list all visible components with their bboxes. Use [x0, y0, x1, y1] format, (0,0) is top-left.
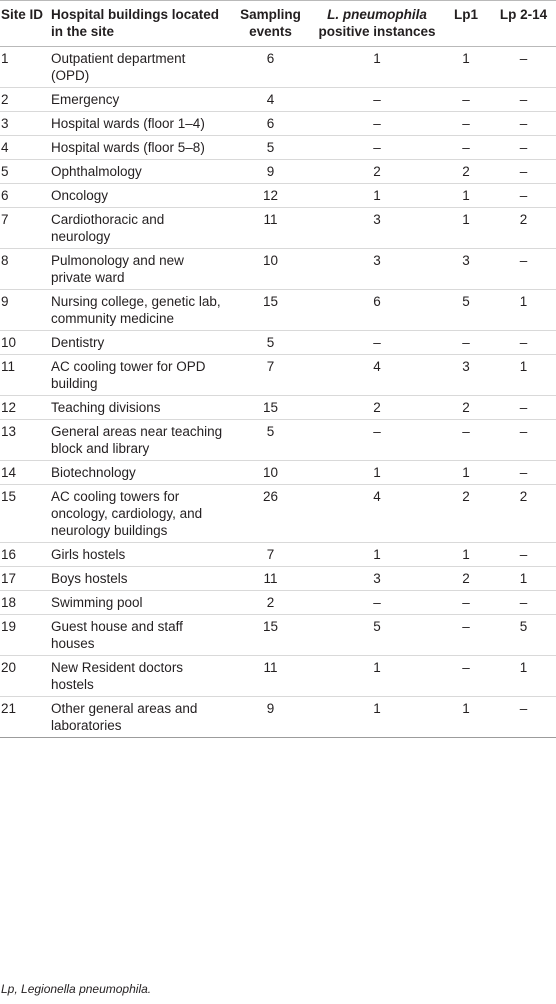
cell-building: Oncology	[48, 184, 228, 208]
table-row	[0, 249, 556, 290]
cell-site-id: 18	[0, 591, 48, 615]
cell-lp2-14: 2	[491, 208, 556, 249]
cell-sampling-events: 11	[228, 208, 313, 249]
cell-building: General areas near teaching block and library	[48, 420, 228, 461]
cell-lp2-14: –	[491, 184, 556, 208]
cell-lp1: –	[441, 420, 491, 461]
cell-lp1: 2	[441, 160, 491, 184]
table-row	[0, 331, 556, 355]
cell-building: AC cooling towers for oncology, cardiology, and neurology buildings	[48, 485, 228, 543]
cell-site-id: 16	[0, 543, 48, 567]
cell-sampling-events: 7	[228, 543, 313, 567]
cell-lp1: 1	[441, 697, 491, 738]
cell-lp1: –	[441, 112, 491, 136]
cell-building: Girls hostels	[48, 543, 228, 567]
footnote-text: Lp, Legionella pneumophila.	[1, 982, 152, 996]
cell-lp1: 2	[441, 567, 491, 591]
cell-lp1: 1	[441, 461, 491, 485]
cell-site-id: 2	[0, 88, 48, 112]
cell-sampling-events: 6	[228, 47, 313, 88]
cell-lp1: 1	[441, 47, 491, 88]
header-sampling-events: Sampling events	[228, 1, 313, 47]
cell-positive-instances: 1	[313, 697, 441, 738]
cell-building: Teaching divisions	[48, 396, 228, 420]
cell-lp2-14: –	[491, 461, 556, 485]
cell-lp2-14: –	[491, 591, 556, 615]
cell-site-id: 14	[0, 461, 48, 485]
header-positive-species: L. pneumophila	[327, 7, 427, 22]
cell-positive-instances: 3	[313, 567, 441, 591]
cell-sampling-events: 11	[228, 656, 313, 697]
cell-sampling-events: 11	[228, 567, 313, 591]
cell-building: AC cooling tower for OPD building	[48, 355, 228, 396]
cell-sampling-events: 5	[228, 331, 313, 355]
cell-positive-instances: 4	[313, 355, 441, 396]
cell-lp2-14: –	[491, 112, 556, 136]
cell-lp1: 1	[441, 543, 491, 567]
table-footnote	[1, 982, 151, 997]
cell-lp1: –	[441, 136, 491, 160]
cell-lp2-14: –	[491, 331, 556, 355]
cell-building: Other general areas and laboratories	[48, 697, 228, 738]
table-row	[0, 112, 556, 136]
cell-building: Dentistry	[48, 331, 228, 355]
cell-sampling-events: 7	[228, 355, 313, 396]
cell-lp2-14: 1	[491, 355, 556, 396]
cell-positive-instances: 2	[313, 160, 441, 184]
cell-positive-instances: 5	[313, 615, 441, 656]
cell-site-id: 12	[0, 396, 48, 420]
cell-sampling-events: 5	[228, 420, 313, 461]
header-buildings: Hospital buildings located in the site	[48, 1, 228, 47]
cell-building: Biotechnology	[48, 461, 228, 485]
cell-lp2-14: –	[491, 88, 556, 112]
header-positive-rest: positive instances	[318, 24, 436, 39]
cell-sampling-events: 5	[228, 136, 313, 160]
cell-lp2-14: 5	[491, 615, 556, 656]
cell-positive-instances: –	[313, 591, 441, 615]
header-positive-instances	[313, 1, 441, 47]
cell-lp2-14: –	[491, 47, 556, 88]
cell-positive-instances: 6	[313, 290, 441, 331]
cell-lp2-14: –	[491, 160, 556, 184]
table-row	[0, 543, 556, 567]
header-lp2-14: Lp 2-14	[491, 1, 556, 47]
cell-positive-instances: –	[313, 420, 441, 461]
cell-positive-instances: –	[313, 136, 441, 160]
cell-site-id: 4	[0, 136, 48, 160]
cell-lp2-14: –	[491, 697, 556, 738]
cell-site-id: 8	[0, 249, 48, 290]
table-row	[0, 485, 556, 543]
cell-lp2-14: 2	[491, 485, 556, 543]
cell-lp2-14: 1	[491, 290, 556, 331]
cell-site-id: 11	[0, 355, 48, 396]
cell-site-id: 6	[0, 184, 48, 208]
cell-positive-instances: 1	[313, 461, 441, 485]
table-row	[0, 697, 556, 738]
cell-sampling-events: 2	[228, 591, 313, 615]
cell-positive-instances: 1	[313, 543, 441, 567]
cell-lp1: –	[441, 615, 491, 656]
cell-site-id: 20	[0, 656, 48, 697]
cell-site-id: 15	[0, 485, 48, 543]
cell-building: Guest house and staff houses	[48, 615, 228, 656]
cell-lp2-14: –	[491, 420, 556, 461]
cell-positive-instances: –	[313, 112, 441, 136]
table-row	[0, 615, 556, 656]
cell-lp1: –	[441, 591, 491, 615]
cell-site-id: 10	[0, 331, 48, 355]
cell-building: Hospital wards (floor 5–8)	[48, 136, 228, 160]
cell-lp1: 5	[441, 290, 491, 331]
cell-lp2-14: –	[491, 543, 556, 567]
cell-lp2-14: –	[491, 136, 556, 160]
cell-lp2-14: 1	[491, 656, 556, 697]
cell-positive-instances: 3	[313, 249, 441, 290]
table-row	[0, 88, 556, 112]
table-row	[0, 290, 556, 331]
cell-positive-instances: 2	[313, 396, 441, 420]
cell-sampling-events: 10	[228, 249, 313, 290]
table-row	[0, 420, 556, 461]
cell-lp1: 2	[441, 396, 491, 420]
cell-building: Boys hostels	[48, 567, 228, 591]
cell-lp2-14: 1	[491, 567, 556, 591]
cell-site-id: 1	[0, 47, 48, 88]
cell-site-id: 9	[0, 290, 48, 331]
cell-lp1: 2	[441, 485, 491, 543]
cell-site-id: 21	[0, 697, 48, 738]
cell-building: Outpatient department (OPD)	[48, 47, 228, 88]
table-row	[0, 184, 556, 208]
cell-site-id: 5	[0, 160, 48, 184]
table-row	[0, 208, 556, 249]
cell-positive-instances: –	[313, 88, 441, 112]
cell-positive-instances: 1	[313, 47, 441, 88]
cell-lp1: –	[441, 656, 491, 697]
table-row	[0, 396, 556, 420]
cell-lp1: –	[441, 331, 491, 355]
cell-sampling-events: 10	[228, 461, 313, 485]
cell-lp1: 1	[441, 184, 491, 208]
header-lp1: Lp1	[441, 1, 491, 47]
cell-sampling-events: 12	[228, 184, 313, 208]
cell-sampling-events: 15	[228, 290, 313, 331]
cell-positive-instances: 1	[313, 184, 441, 208]
cell-sampling-events: 9	[228, 697, 313, 738]
cell-sampling-events: 15	[228, 615, 313, 656]
table-row	[0, 136, 556, 160]
table-row	[0, 47, 556, 88]
cell-building: Ophthalmology	[48, 160, 228, 184]
cell-lp2-14: –	[491, 396, 556, 420]
cell-site-id: 3	[0, 112, 48, 136]
cell-site-id: 19	[0, 615, 48, 656]
cell-lp1: –	[441, 88, 491, 112]
table-row	[0, 160, 556, 184]
cell-positive-instances: –	[313, 331, 441, 355]
cell-positive-instances: 3	[313, 208, 441, 249]
cell-building: Emergency	[48, 88, 228, 112]
table-body	[0, 47, 556, 738]
cell-site-id: 7	[0, 208, 48, 249]
table-header	[0, 1, 556, 47]
cell-lp1: 1	[441, 208, 491, 249]
cell-building: Hospital wards (floor 1–4)	[48, 112, 228, 136]
cell-site-id: 13	[0, 420, 48, 461]
table-row	[0, 355, 556, 396]
cell-building: New Resident doctors hostels	[48, 656, 228, 697]
cell-sampling-events: 15	[228, 396, 313, 420]
cell-lp1: 3	[441, 249, 491, 290]
table-row	[0, 461, 556, 485]
cell-sampling-events: 6	[228, 112, 313, 136]
table-row	[0, 567, 556, 591]
cell-positive-instances: 1	[313, 656, 441, 697]
cell-site-id: 17	[0, 567, 48, 591]
table-row	[0, 656, 556, 697]
cell-lp2-14: –	[491, 249, 556, 290]
cell-sampling-events: 26	[228, 485, 313, 543]
table-row	[0, 591, 556, 615]
cell-sampling-events: 9	[228, 160, 313, 184]
cell-positive-instances: 4	[313, 485, 441, 543]
cell-building: Pulmonology and new private ward	[48, 249, 228, 290]
cell-building: Swimming pool	[48, 591, 228, 615]
cell-lp1: 3	[441, 355, 491, 396]
cell-building: Cardiothoracic and neurology	[48, 208, 228, 249]
header-site-id: Site ID	[0, 1, 48, 47]
cell-sampling-events: 4	[228, 88, 313, 112]
cell-building: Nursing college, genetic lab, community medicine	[48, 290, 228, 331]
header-row	[0, 1, 556, 47]
